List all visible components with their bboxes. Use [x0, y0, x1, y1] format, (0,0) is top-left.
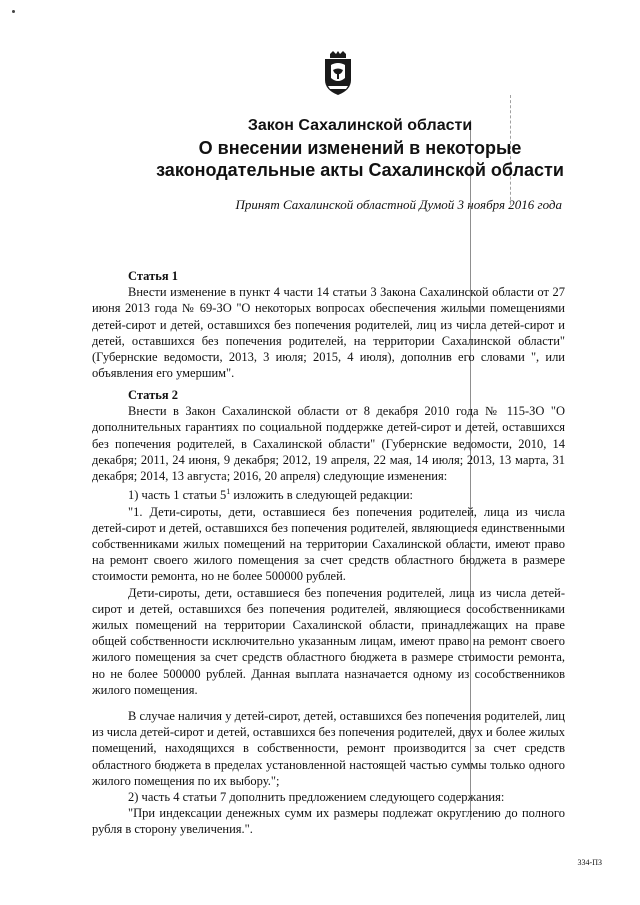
quote-paragraph-2: Дети-сироты, дети, оставшиеся без попечения родителей, лица из числа детей-сирот и детей, оставшихся без попечения родителей, являющиеся сособственниками жилых помещений на территории Сахалинской области, принадлежащих на праве общей собственности исключительно указанным лицам, имеют право на ремонт своего жилого помещения за счет средств областного бюджета в размере стоимости ремонта, но не более 500000 рублей. Данная выплата назначается одному из сособственников жилого помещения. — [92, 585, 565, 697]
doc-title-line-3: законодательные акты Сахалинской области — [156, 160, 564, 180]
article-1-text: Внести изменение в пункт 4 части 14 статьи 3 Закона Сахалинской области от 27 июня 2013 года № 69-ЗО "О некоторых вопросах обеспечения жилыми помещениями детей-сирот и детей, оставшихся без попечения родителей, лиц из числа детей-сирот и детей, оставшихся без попечения родителей, на территории Сахалинской области" (Губернские ведомости, 2013, 3 июля; 2015, 4 июля), дополнив его словами ", или объявления его умершим". — [92, 285, 565, 381]
doc-title-line-1: Закон Сахалинской области — [247, 117, 473, 134]
article-2 — [92, 387, 565, 838]
article-1 — [92, 268, 565, 381]
accepted-date: Принят Сахалинской областной Думой 3 ноября 2016 года — [235, 197, 562, 212]
article-2-item-1 — [92, 484, 565, 503]
quote-paragraph-1: "1. Дети-сироты, дети, оставшиеся без попечения родителей, лица из числа детей-сирот и детей, оставшихся без попечения родителей, являющиеся единственными собственниками жилых помещений на территории Сахалинской области, имеют право на ремонт своего жилого помещения за счет средств областного бюджета в размере стоимости ремонта, но не более 500000 рублей. — [92, 504, 565, 584]
article-1-heading: Статья 1 — [128, 269, 178, 283]
item-1-pre: 1) часть 1 статьи 5 — [128, 488, 227, 503]
article-2-item-2: 2) часть 4 статьи 7 дополнить предложением следующего содержания: — [128, 790, 505, 805]
quote-paragraph-4: "При индексации денежных сумм их размеры подлежат округлению до полного рубля в сторону увеличения.". — [92, 806, 565, 837]
item-1-post: изложить в следующей редакции: — [230, 488, 414, 503]
doc-title-line-2: О внесении изменений в некоторые — [198, 138, 522, 158]
article-2-intro: Внести в Закон Сахалинской области от 8 декабря 2010 года № 115-ЗО "О дополнительных гарантиях по социальной поддержке детей-сирот и детей, оставшихся без попечения родителей, в Сахалинской области" (Губернские ведомости, 2010, 14 декабря; 2011, 24 июня, 9 декабря; 2012, 19 апреля, 22 мая, 14 июля; 2013, 13 марта, 31 декабря; 2014, 13 августа; 2016, 20 апреля) следующие изменения: — [92, 404, 565, 484]
footer-code: 334-ПЗ — [577, 858, 602, 867]
quote-paragraph-3: В случае наличия у детей-сирот, детей, оставшихся без попечения родителей, лиц из числа детей-сирот и детей, оставшихся без попечения родителей, двух и более жилых помещений, находящихся в собственности, ремонт производится за счет средств областного бюджета в пределах установленной настоящей частью суммы только одного жилого помещения по их выбору."; — [92, 709, 565, 788]
coat-of-arms-icon — [322, 50, 354, 96]
item-1-sup: 1 — [226, 487, 231, 497]
article-2-heading: Статья 2 — [128, 388, 178, 402]
paragraph-gap — [92, 698, 565, 708]
scan-speck — [12, 10, 15, 13]
